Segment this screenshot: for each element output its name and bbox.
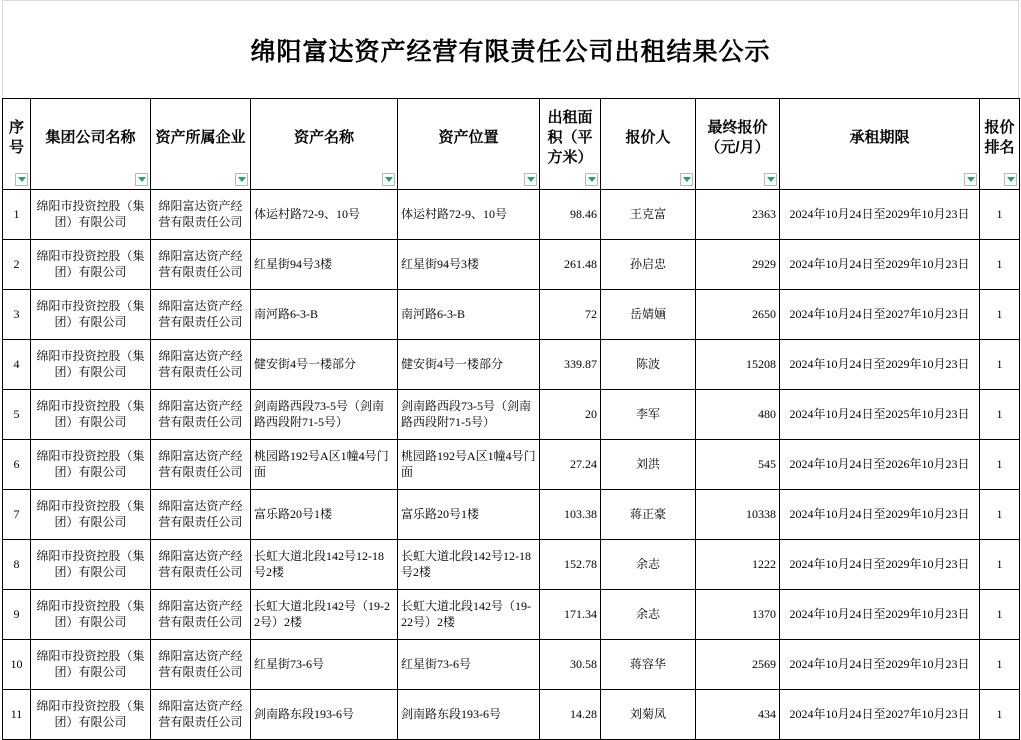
cell-group_company: 绵阳市投资控股（集团）有限公司 [31, 490, 151, 540]
cell-asset_location: 南河路6-3-B [398, 290, 540, 340]
column-label-area: 出租面积（平方米） [547, 108, 593, 167]
column-header-bidder [601, 99, 696, 190]
filter-dropdown-button-asset_location[interactable] [524, 173, 537, 186]
cell-area: 339.87 [540, 340, 601, 390]
cell-asset_location: 长虹大道北段142号（19-22号）2楼 [398, 590, 540, 640]
cell-bidder: 岳婧婳 [601, 290, 696, 340]
column-label-rank: 报价排名 [984, 118, 1015, 156]
cell-final_price: 2569 [696, 640, 780, 690]
cell-final_price: 1222 [696, 540, 780, 590]
cell-lease_term: 2024年10月24日至2027年10月23日 [780, 690, 980, 740]
cell-area: 27.24 [540, 440, 601, 490]
cell-asset_name: 南河路6-3-B [251, 290, 398, 340]
cell-group_company: 绵阳市投资控股（集团）有限公司 [31, 240, 151, 290]
cell-lease_term: 2024年10月24日至2025年10月23日 [780, 390, 980, 440]
table-row [3, 340, 1020, 390]
filter-dropdown-button-bidder[interactable] [680, 173, 693, 186]
cell-owner_company: 绵阳富达资产经营有限责任公司 [151, 240, 251, 290]
cell-index: 4 [3, 340, 31, 390]
cell-bidder: 陈波 [601, 340, 696, 390]
table-row [3, 490, 1020, 540]
filter-arrow-icon [527, 177, 535, 182]
cell-asset_location: 健安街4号一楼部分 [398, 340, 540, 390]
filter-dropdown-button-index[interactable] [15, 173, 28, 186]
cell-asset_name: 桃园路192号A区1幢4号门面 [251, 440, 398, 490]
cell-bidder: 刘菊凤 [601, 690, 696, 740]
cell-asset_name: 长虹大道北段142号12-18号2楼 [251, 540, 398, 590]
table-row [3, 590, 1020, 640]
cell-rank: 1 [980, 540, 1020, 590]
cell-rank: 1 [980, 290, 1020, 340]
cell-index: 2 [3, 240, 31, 290]
filter-arrow-icon [238, 177, 246, 182]
cell-rank: 1 [980, 390, 1020, 440]
cell-index: 10 [3, 640, 31, 690]
cell-lease_term: 2024年10月24日至2029年10月23日 [780, 490, 980, 540]
cell-final_price: 1370 [696, 590, 780, 640]
cell-asset_name: 长虹大道北段142号（19-22号）2楼 [251, 590, 398, 640]
column-label-group_company: 集团公司名称 [45, 128, 136, 146]
cell-index: 5 [3, 390, 31, 440]
column-header-area [540, 99, 601, 190]
cell-group_company: 绵阳市投资控股（集团）有限公司 [31, 590, 151, 640]
cell-final_price: 2650 [696, 290, 780, 340]
cell-asset_location: 长虹大道北段142号12-18号2楼 [398, 540, 540, 590]
filter-dropdown-button-final_price[interactable] [764, 173, 777, 186]
filter-dropdown-button-asset_name[interactable] [382, 173, 395, 186]
cell-final_price: 545 [696, 440, 780, 490]
filter-dropdown-button-owner_company[interactable] [235, 173, 248, 186]
cell-area: 171.34 [540, 590, 601, 640]
cell-rank: 1 [980, 340, 1020, 390]
cell-asset_name: 富乐路20号1楼 [251, 490, 398, 540]
cell-asset_location: 剑南路东段193-6号 [398, 690, 540, 740]
column-header-owner_company [151, 99, 251, 190]
cell-asset_name: 体运村路72-9、10号 [251, 190, 398, 240]
column-label-index: 序号 [8, 118, 24, 156]
cell-final_price: 10338 [696, 490, 780, 540]
cell-owner_company: 绵阳富达资产经营有限责任公司 [151, 290, 251, 340]
filter-arrow-icon [18, 177, 26, 182]
table-row [3, 290, 1020, 340]
cell-asset_name: 红星街94号3楼 [251, 240, 398, 290]
cell-rank: 1 [980, 240, 1020, 290]
cell-group_company: 绵阳市投资控股（集团）有限公司 [31, 440, 151, 490]
cell-final_price: 480 [696, 390, 780, 440]
cell-area: 30.58 [540, 640, 601, 690]
cell-asset_location: 红星街73-6号 [398, 640, 540, 690]
cell-bidder: 余志 [601, 590, 696, 640]
cell-area: 152.78 [540, 540, 601, 590]
cell-lease_term: 2024年10月24日至2027年10月23日 [780, 290, 980, 340]
cell-lease_term: 2024年10月24日至2026年10月23日 [780, 440, 980, 490]
filter-dropdown-button-group_company[interactable] [135, 173, 148, 186]
cell-rank: 1 [980, 440, 1020, 490]
cell-final_price: 15208 [696, 340, 780, 390]
filter-dropdown-button-lease_term[interactable] [964, 173, 977, 186]
filter-dropdown-button-area[interactable] [585, 173, 598, 186]
table-header [3, 99, 1020, 190]
table-row [3, 640, 1020, 690]
cell-owner_company: 绵阳富达资产经营有限责任公司 [151, 390, 251, 440]
cell-lease_term: 2024年10月24日至2029年10月23日 [780, 340, 980, 390]
table-body [3, 190, 1020, 740]
header-row [3, 99, 1020, 190]
filter-arrow-icon [1007, 177, 1015, 182]
column-header-group_company [31, 99, 151, 190]
cell-lease_term: 2024年10月24日至2029年10月23日 [780, 590, 980, 640]
cell-owner_company: 绵阳富达资产经营有限责任公司 [151, 440, 251, 490]
cell-asset_name: 健安街4号一楼部分 [251, 340, 398, 390]
cell-group_company: 绵阳市投资控股（集团）有限公司 [31, 640, 151, 690]
cell-asset_name: 剑南路东段193-6号 [251, 690, 398, 740]
cell-asset_location: 体运村路72-9、10号 [398, 190, 540, 240]
cell-group_company: 绵阳市投资控股（集团）有限公司 [31, 340, 151, 390]
column-label-asset_name: 资产名称 [293, 128, 354, 146]
filter-arrow-icon [967, 177, 975, 182]
cell-owner_company: 绵阳富达资产经营有限责任公司 [151, 640, 251, 690]
cell-rank: 1 [980, 490, 1020, 540]
cell-owner_company: 绵阳富达资产经营有限责任公司 [151, 590, 251, 640]
cell-final_price: 2363 [696, 190, 780, 240]
cell-final_price: 2929 [696, 240, 780, 290]
cell-asset_location: 红星街94号3楼 [398, 240, 540, 290]
cell-group_company: 绵阳市投资控股（集团）有限公司 [31, 690, 151, 740]
column-header-asset_location [398, 99, 540, 190]
cell-group_company: 绵阳市投资控股（集团）有限公司 [31, 390, 151, 440]
cell-lease_term: 2024年10月24日至2029年10月23日 [780, 640, 980, 690]
cell-bidder: 孙启忠 [601, 240, 696, 290]
filter-dropdown-button-rank[interactable] [1004, 173, 1017, 186]
table-row [3, 190, 1020, 240]
cell-area: 98.46 [540, 190, 601, 240]
cell-lease_term: 2024年10月24日至2029年10月23日 [780, 240, 980, 290]
column-label-asset_location: 资产位置 [438, 128, 499, 146]
cell-rank: 1 [980, 590, 1020, 640]
cell-asset_name: 剑南路西段73-5号（剑南路西段附71-5号） [251, 390, 398, 440]
filter-arrow-icon [138, 177, 146, 182]
cell-index: 11 [3, 690, 31, 740]
cell-index: 9 [3, 590, 31, 640]
cell-group_company: 绵阳市投资控股（集团）有限公司 [31, 190, 151, 240]
column-header-final_price [696, 99, 780, 190]
cell-rank: 1 [980, 690, 1020, 740]
cell-bidder: 刘洪 [601, 440, 696, 490]
cell-owner_company: 绵阳富达资产经营有限责任公司 [151, 340, 251, 390]
cell-area: 72 [540, 290, 601, 340]
column-header-index [3, 99, 31, 190]
cell-asset_name: 红星街73-6号 [251, 640, 398, 690]
cell-bidder: 余志 [601, 540, 696, 590]
cell-rank: 1 [980, 640, 1020, 690]
table-row [3, 540, 1020, 590]
cell-index: 8 [3, 540, 31, 590]
cell-owner_company: 绵阳富达资产经营有限责任公司 [151, 190, 251, 240]
results-table [2, 98, 1020, 740]
cell-lease_term: 2024年10月24日至2029年10月23日 [780, 540, 980, 590]
table-row [3, 390, 1020, 440]
cell-final_price: 434 [696, 690, 780, 740]
filter-arrow-icon [588, 177, 596, 182]
filter-arrow-icon [385, 177, 393, 182]
cell-index: 6 [3, 440, 31, 490]
filter-arrow-icon [767, 177, 775, 182]
title-block [2, 0, 1019, 98]
cell-owner_company: 绵阳富达资产经营有限责任公司 [151, 690, 251, 740]
cell-lease_term: 2024年10月24日至2029年10月23日 [780, 190, 980, 240]
cell-index: 1 [3, 190, 31, 240]
column-header-rank [980, 99, 1020, 190]
cell-asset_location: 桃园路192号A区1幢4号门面 [398, 440, 540, 490]
table-row [3, 690, 1020, 740]
column-label-lease_term: 承租期限 [849, 128, 910, 146]
table-row [3, 440, 1020, 490]
cell-bidder: 蒋容华 [601, 640, 696, 690]
cell-rank: 1 [980, 190, 1020, 240]
column-header-lease_term [780, 99, 980, 190]
page-title: 绵阳富达资产经营有限责任公司出租结果公示 [250, 37, 771, 66]
cell-index: 3 [3, 290, 31, 340]
cell-bidder: 李军 [601, 390, 696, 440]
cell-bidder: 蒋正豪 [601, 490, 696, 540]
column-label-final_price: 最终报价（元/月） [705, 118, 770, 156]
filter-arrow-icon [683, 177, 691, 182]
cell-asset_location: 剑南路西段73-5号（剑南路西段附71-5号） [398, 390, 540, 440]
cell-owner_company: 绵阳富达资产经营有限责任公司 [151, 540, 251, 590]
cell-owner_company: 绵阳富达资产经营有限责任公司 [151, 490, 251, 540]
column-header-asset_name [251, 99, 398, 190]
table-row [3, 240, 1020, 290]
cell-group_company: 绵阳市投资控股（集团）有限公司 [31, 290, 151, 340]
cell-group_company: 绵阳市投资控股（集团）有限公司 [31, 540, 151, 590]
cell-asset_location: 富乐路20号1楼 [398, 490, 540, 540]
column-label-bidder: 报价人 [625, 128, 671, 146]
cell-area: 261.48 [540, 240, 601, 290]
cell-index: 7 [3, 490, 31, 540]
cell-area: 20 [540, 390, 601, 440]
cell-area: 14.28 [540, 690, 601, 740]
column-label-owner_company: 资产所属企业 [155, 128, 246, 146]
cell-area: 103.38 [540, 490, 601, 540]
cell-bidder: 王克富 [601, 190, 696, 240]
